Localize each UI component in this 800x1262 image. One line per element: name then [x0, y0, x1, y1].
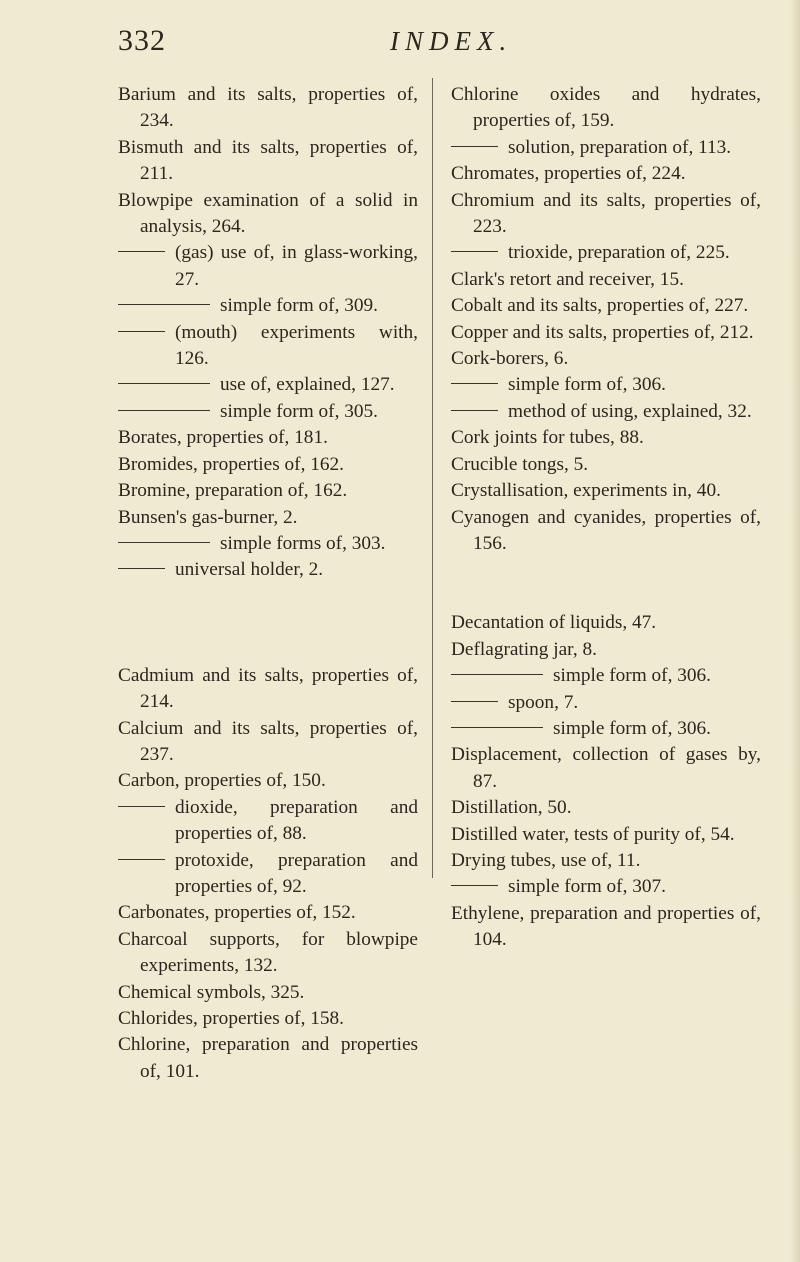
index-entry: Drying tubes, use of, 11. — [451, 849, 641, 871]
index-entry: Chlorine, preparation and properties of, 101. — [118, 1034, 418, 1082]
index-entry: Crucible tongs, 5. — [451, 453, 589, 475]
subentry-text: simple form of, 307. — [508, 876, 666, 898]
right-column — [451, 82, 761, 954]
ditto-dash — [451, 410, 498, 411]
index-entry: Chromates, properties of, 224. — [451, 163, 686, 185]
index-entry: Crystallisation, experiments in, 40. — [451, 480, 721, 502]
index-entry: Chlorides, properties of, 158. — [118, 1008, 344, 1029]
subentry-text: (gas) use of, in glass-working, 27. — [175, 242, 418, 290]
index-entry: Cadmium and its salts, properties of, 214. — [118, 664, 418, 713]
index-subentry — [118, 372, 418, 398]
index-subentry — [118, 399, 418, 425]
ditto-dash — [451, 885, 498, 886]
subentry-text: simple form of, 306. — [553, 665, 711, 687]
index-entry: Displacement, collection of gases by, 87. — [451, 744, 761, 792]
index-entry: Ethylene, preparation and properties of, 104. — [451, 902, 761, 951]
subentry-text: method of using, explained, 32. — [508, 400, 752, 422]
subentry-text: use of, explained, 127. — [220, 374, 395, 396]
ditto-dash — [118, 331, 165, 332]
ditto-dash — [118, 806, 165, 807]
index-entry: Cork-borers, 6. — [451, 348, 569, 370]
index-subentry — [451, 716, 761, 742]
ditto-dash — [451, 674, 543, 675]
ditto-dash — [118, 251, 165, 252]
ditto-dash — [118, 383, 210, 384]
subentry-text: trioxide, preparation of, 225. — [508, 242, 730, 264]
index-entry: Carbonates, properties of, 152. — [118, 902, 356, 924]
index-entry: Decantation of liquids, 47. — [451, 612, 657, 634]
ditto-dash — [118, 410, 210, 411]
index-entry: Barium and its salts, properties of, 234. — [118, 84, 418, 132]
column-rule — [432, 78, 433, 878]
index-entry: Cyanogen and cyanides, properties of, 156. — [451, 506, 761, 554]
subentry-text: simple form of, 309. — [220, 295, 378, 317]
page-number: 332 — [118, 24, 166, 57]
subentry-text: simple form of, 306. — [508, 374, 666, 396]
ditto-dash — [118, 542, 210, 543]
index-subentry — [451, 399, 761, 425]
index-entry: Deflagrating jar, 8. — [451, 638, 597, 660]
index-subentry — [118, 240, 418, 293]
ditto-dash — [451, 146, 498, 147]
index-entry: Chemical symbols, 325. — [118, 981, 305, 1003]
letter-section-gap — [451, 557, 761, 610]
ditto-dash — [451, 251, 498, 252]
ditto-dash — [451, 701, 498, 702]
index-entry: Copper and its salts, properties of, 212. — [451, 321, 754, 343]
subentry-text: dioxide, preparation and properties of, 88. — [175, 796, 418, 845]
index-entry: Distillation, 50. — [451, 797, 572, 819]
index-entry: Bromides, properties of, 162. — [118, 453, 344, 475]
ditto-dash — [451, 383, 498, 384]
index-subentry — [118, 293, 418, 319]
left-column — [118, 82, 418, 1085]
running-head: INDEX. — [390, 26, 513, 56]
subentry-text: simple form of, 305. — [220, 400, 378, 422]
index-entry: Cobalt and its salts, properties of, 227. — [451, 295, 749, 317]
index-entry: Cork joints for tubes, 88. — [451, 427, 644, 449]
index-entry: Charcoal supports, for blowpipe experiments, 132. — [118, 928, 418, 977]
index-subentry — [118, 531, 418, 557]
index-entry: Bromine, preparation of, 162. — [118, 480, 348, 502]
index-subentry — [118, 848, 418, 901]
page-edge — [790, 0, 800, 1262]
index-subentry — [451, 690, 761, 716]
subentry-text: protoxide, preparation and properties of, 92. — [175, 849, 418, 897]
index-subentry — [451, 372, 761, 398]
index-entry: Carbon, properties of, 150. — [118, 770, 326, 792]
subentry-text: simple form of, 306. — [553, 717, 711, 739]
index-subentry — [451, 663, 761, 689]
subentry-text: simple forms of, 303. — [220, 532, 386, 554]
index-entry: Blowpipe examination of a solid in analysis, 264. — [118, 189, 418, 238]
index-entry: Chromium and its salts, properties of, 223. — [451, 189, 761, 238]
index-entry: Clark's retort and receiver, 15. — [451, 268, 684, 290]
ditto-dash — [118, 568, 165, 569]
ditto-dash — [118, 304, 210, 305]
index-subentry — [118, 320, 418, 373]
subentry-text: spoon, 7. — [508, 691, 579, 713]
subentry-text: universal holder, 2. — [175, 559, 324, 581]
index-subentry — [118, 557, 418, 583]
index-subentry — [451, 135, 761, 161]
index-entry: Chlorine oxides and hydrates, properties of, 159. — [451, 84, 761, 132]
index-subentry — [118, 795, 418, 848]
index-entry: Bismuth and its salts, properties of, 211. — [118, 136, 418, 185]
index-subentry — [451, 874, 761, 900]
index-subentry — [451, 240, 761, 266]
index-entry: Bunsen's gas-burner, 2. — [118, 506, 298, 528]
subentry-text: (mouth) experiments with, 126. — [175, 321, 418, 370]
index-entry: Calcium and its salts, properties of, 237. — [118, 717, 418, 765]
ditto-dash — [118, 859, 165, 860]
subentry-text: solution, preparation of, 113. — [508, 136, 732, 158]
letter-section-gap — [118, 584, 418, 663]
index-entry: Distilled water, tests of purity of, 54. — [451, 823, 735, 845]
ditto-dash — [451, 727, 543, 728]
index-entry: Borates, properties of, 181. — [118, 427, 328, 449]
